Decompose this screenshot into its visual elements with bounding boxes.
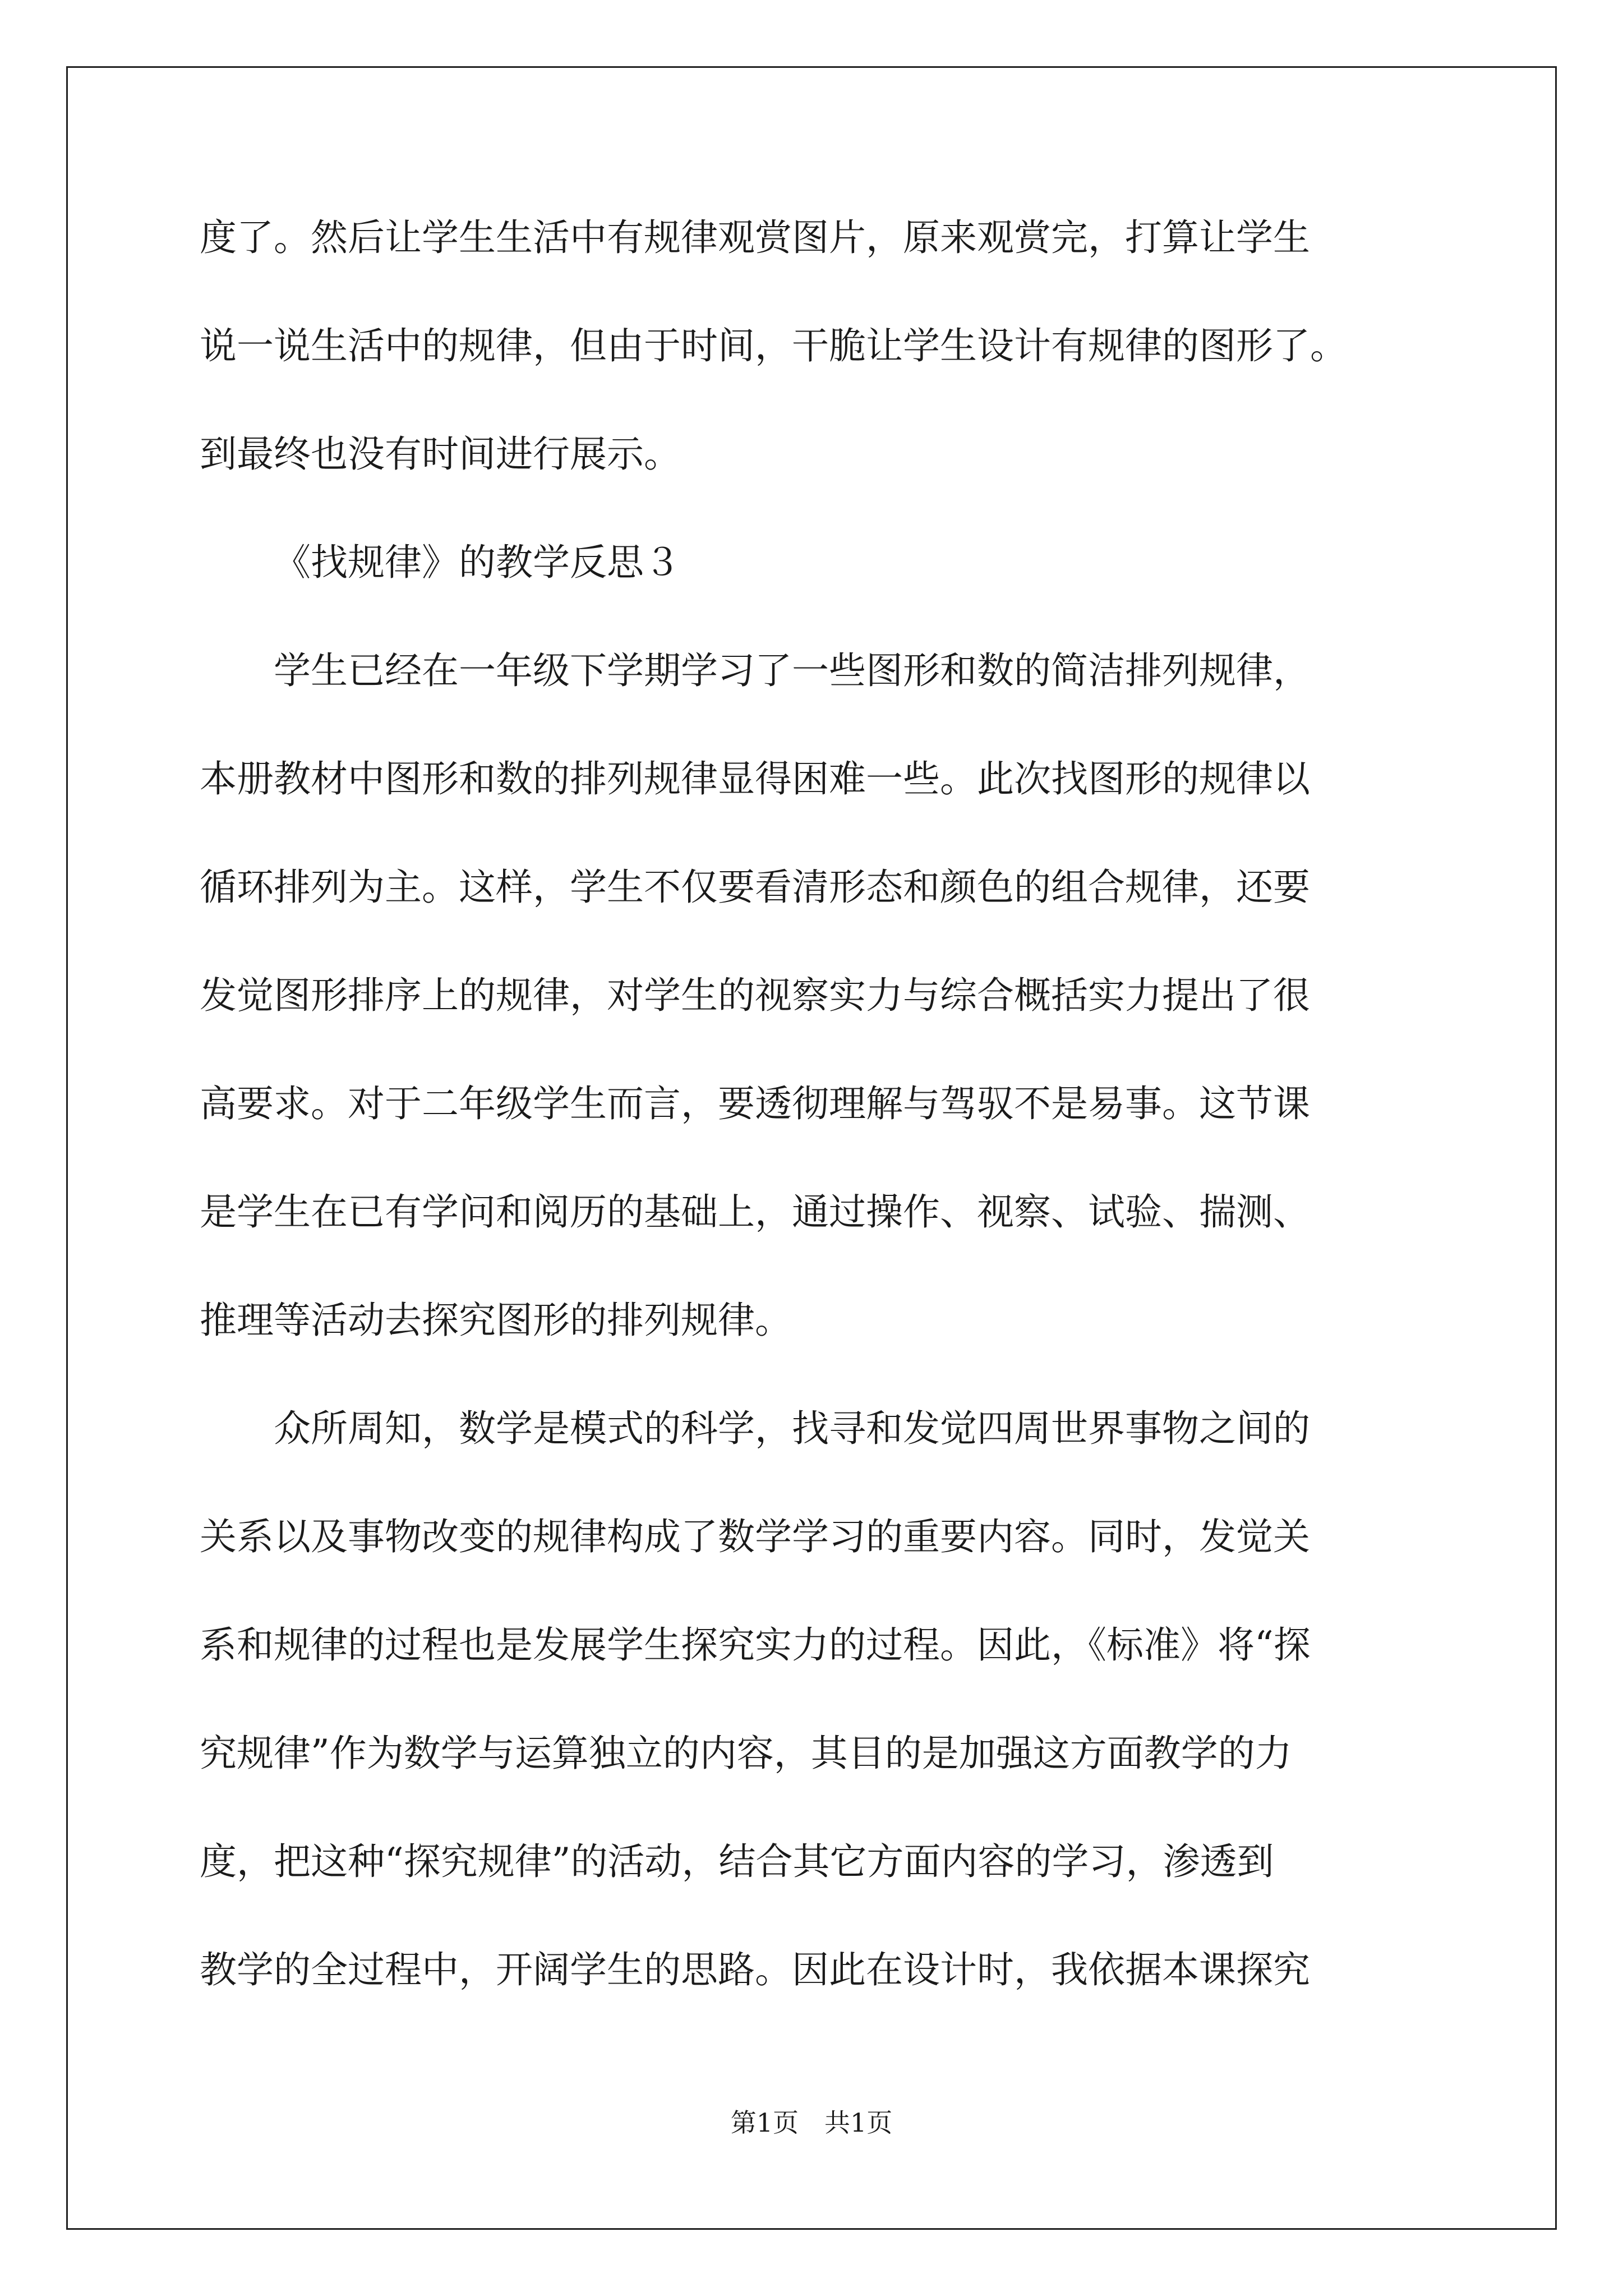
text-line-6: 本册教材中图形和数的排列规律显得困难一些。此次找图形的规律以 [200,757,1310,800]
text-line-9: 高要求。对于二年级学生而言，要透彻理解与驾驭不是易事。这节课 [200,1082,1310,1125]
text-line-10: 是学生在已有学问和阅历的基础上，通过操作、视察、试验、揣测、 [200,1190,1310,1234]
text-line-7: 循环排列为主。这样，学生不仅要看清形态和颜色的组合规律，还要 [200,866,1310,909]
text-line-1: 度了。然后让学生生活中有规律观赏图片，原来观赏完，打算让学生 [200,216,1310,259]
text-line-16: 度，把这种“探究规律”的活动，结合其它方面内容的学习，渗透到 [200,1840,1274,1883]
text-line-12: 众所周知，数学是模式的科学，找寻和发觉四周世界事物之间的 [274,1407,1310,1450]
text-line-5: 学生已经在一年级下学期学习了一些图形和数的简洁排列规律， [274,649,1310,692]
text-line-2: 说一说生活中的规律，但由于时间，干脆让学生设计有规律的图形了。 [200,324,1347,367]
text-line-15: 究规律”作为数学与运算独立的内容，其目的是加强这方面教学的力 [200,1732,1292,1775]
text-line-3: 到最终也没有时间进行展示。 [200,432,681,476]
text-line-11: 推理等活动去探究图形的排列规律。 [200,1299,792,1342]
section-heading: 《找规律》的教学反思３ [274,541,681,584]
page-footer: 第1页 共1页 [730,2108,893,2138]
text-line-13: 关系以及事物改变的规律构成了数学学习的重要内容。同时，发觉关 [200,1515,1310,1558]
document-body [200,218,1422,2058]
text-line-14: 系和规律的过程也是发展学生探究实力的过程。因此，《标准》将“探 [200,1623,1311,1667]
text-line-17: 教学的全过程中，开阔学生的思路。因此在设计时，我依据本课探究 [200,1948,1310,1991]
text-line-8: 发觉图形排序上的规律，对学生的视察实力与综合概括实力提出了很 [200,974,1310,1017]
